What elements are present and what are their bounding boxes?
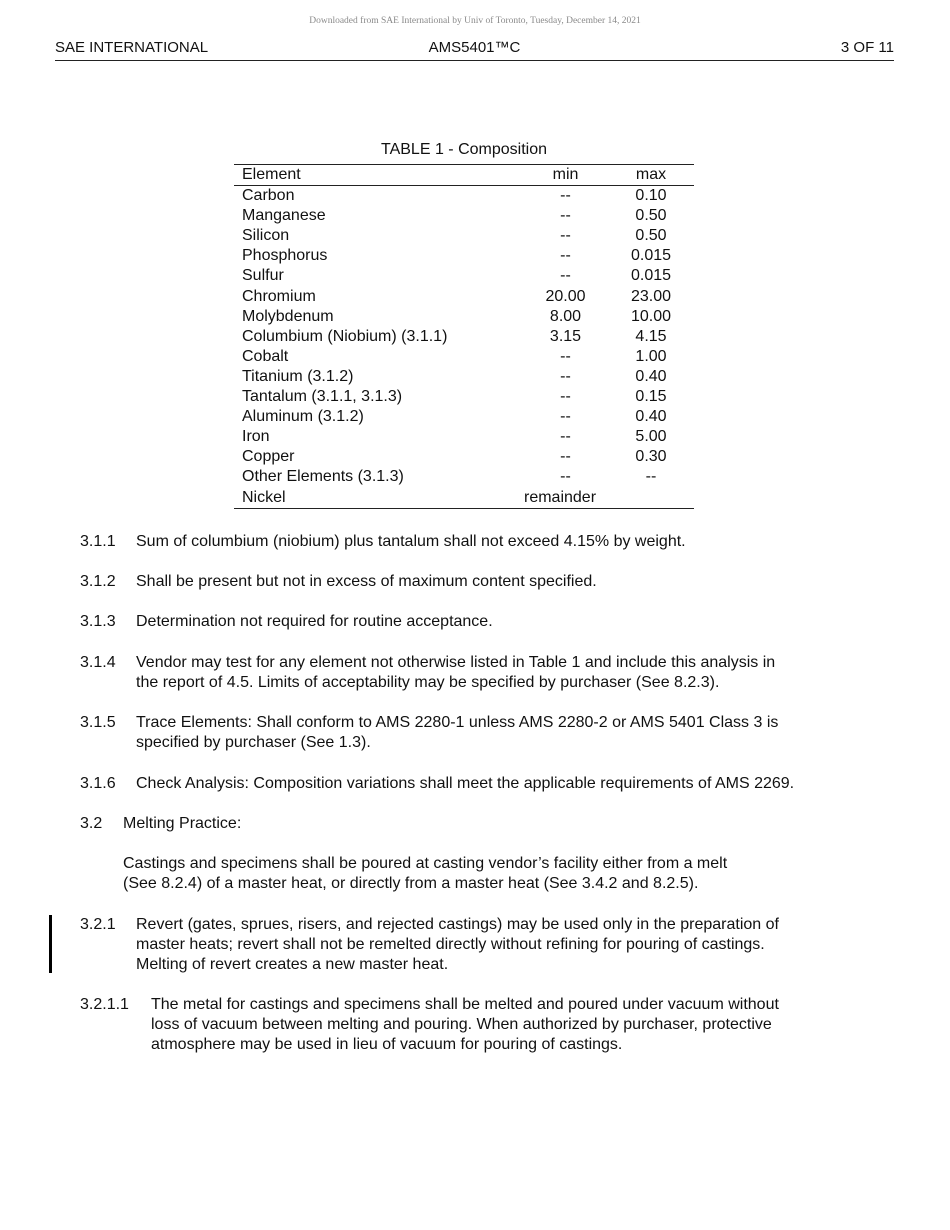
cell-min: -- [560,367,571,385]
column-header-max: max [635,166,667,183]
cell-element: Tantalum (3.1.1, 3.1.3) [242,388,403,406]
cell-element: Chromium [242,287,316,305]
cell-element: Iron [242,428,270,446]
paragraph-text-line: master heats; revert shall not be remelted directly without refining for pouring of castings. [136,936,765,953]
header-page-number: 3 OF 11 [840,39,894,56]
cell-min: -- [560,408,571,426]
paragraph-text-line: Castings and specimens shall be poured at casting vendor’s facility either from a melt [123,855,728,872]
page-header [55,39,894,61]
paragraph-text: Check Analysis: Composition variations shall meet the applicable requirements of AMS 2269. [136,775,795,792]
cell-min: -- [560,347,571,365]
cell-max: 0.50 [635,207,667,225]
table-row [234,447,694,467]
cell-max: 0.10 [635,187,667,205]
cell-max: 1.00 [635,347,667,365]
cell-min: 3.15 [549,327,582,345]
cell-max: 0.40 [635,408,667,426]
paragraph-3-1-1 [80,532,880,553]
section-title: Melting Practice: [123,815,242,832]
cell-min: -- [560,428,571,446]
cell-element: Sulfur [242,267,284,285]
cell-min: 8.00 [549,307,582,325]
paragraph-number: 3.1.5 [80,714,116,731]
cell-element: Titanium (3.1.2) [242,367,354,385]
paragraph-text-line: (See 8.2.4) of a master heat, or directly from a master heat (See 3.4.2 and 8.2.5). [123,875,699,892]
cell-max: 4.15 [635,327,667,345]
paragraph-text-line: Revert (gates, sprues, risers, and rejected castings) may be used only in the preparation of [136,916,779,933]
cell-max: 0.30 [635,448,667,466]
table-row [234,467,694,487]
table-row [234,327,694,347]
cell-element: Aluminum (3.1.2) [242,408,364,426]
table-row [234,186,694,207]
table-row [234,287,694,307]
cell-min: -- [560,388,571,406]
cell-element: Cobalt [242,347,289,365]
section-3-2-body [123,854,883,896]
paragraph-3-1-2 [80,572,880,593]
paragraph-text: Determination not required for routine acceptance. [136,613,493,630]
table-header-row [234,165,694,186]
paragraph-3-2-1 [80,915,880,977]
cell-max: 0.40 [635,367,667,385]
paragraph-text: Shall be present but not in excess of maximum content specified. [136,573,597,590]
cell-max: 0.50 [635,227,667,245]
paragraph-number: 3.2.1 [80,916,116,933]
cell-min: -- [560,207,571,225]
cell-element: Carbon [242,187,295,205]
cell-min: -- [560,448,571,466]
cell-min: -- [560,247,571,265]
cell-max: 23.00 [630,287,672,305]
download-watermark: Downloaded from SAE International by Univ of Toronto, Tuesday, December 14, 2021 [309,16,641,26]
paragraph-number: 3.2.1.1 [80,996,129,1013]
section-3-2-heading [80,814,880,835]
column-header-element: Element [242,166,301,183]
cell-max: 0.015 [630,267,672,285]
cell-min: -- [560,468,571,486]
table-row [234,246,694,266]
composition-table [234,164,694,509]
cell-min: -- [560,227,571,245]
paragraph-text-line: Melting of revert creates a new master heat. [136,956,449,973]
cell-max: 10.00 [630,307,672,325]
table-caption: TABLE 1 - Composition [381,141,547,158]
paragraph-3-1-3 [80,612,880,633]
paragraph-3-1-6 [80,774,880,795]
table-row [234,407,694,427]
table-row [234,488,694,509]
cell-max: 0.15 [635,388,667,406]
paragraph-text-line: specified by purchaser (See 1.3). [136,734,371,751]
paragraph-text: Sum of columbium (niobium) plus tantalum shall not exceed 4.15% by weight. [136,533,686,550]
cell-element: Molybdenum [242,307,334,325]
cell-element: Columbium (Niobium) (3.1.1) [242,327,448,345]
cell-max: -- [645,468,657,486]
cell-min: 20.00 [545,287,586,305]
cell-min: -- [560,187,571,205]
paragraph-number: 3.1.3 [80,613,116,630]
revision-change-bar [49,915,52,973]
header-org: SAE INTERNATIONAL [55,39,209,56]
table-row [234,226,694,246]
paragraph-text-line: loss of vacuum between melting and pouring. When authorized by purchaser, protective [151,1016,772,1033]
cell-element: Nickel [242,488,286,506]
cell-max: 5.00 [635,428,667,446]
paragraph-text-line: The metal for castings and specimens shall be melted and poured under vacuum without [151,996,779,1013]
cell-element: Copper [242,448,295,466]
paragraph-number: 3.1.4 [80,654,116,671]
paragraph-3-2-1-1 [80,995,880,1057]
paragraph-number: 3.1.6 [80,775,116,792]
table-row [234,307,694,327]
paragraph-text-line: atmosphere may be used in lieu of vacuum for pouring of castings. [151,1036,623,1053]
table-row [234,266,694,286]
table-row [234,427,694,447]
header-doc-id: AMS5401™C [428,39,521,56]
cell-min: -- [560,267,571,285]
paragraph-text-line: Vendor may test for any element not otherwise listed in Table 1 and include this analysis in [136,654,776,671]
cell-element: Silicon [242,227,290,245]
cell-element: Other Elements (3.1.3) [242,468,404,486]
paragraph-number: 3.1.2 [80,573,116,590]
table-row [234,387,694,407]
paragraph-text-line: the report of 4.5. Limits of acceptability may be specified by purchaser (See 8.2.3). [136,674,720,691]
paragraph-3-1-5 [80,713,880,755]
section-number: 3.2 [80,815,103,832]
paragraph-text-line: Trace Elements: Shall conform to AMS 2280-1 unless AMS 2280-2 or AMS 5401 Class 3 is [136,714,779,731]
column-header-min: min [552,166,579,183]
cell-remainder: remainder [524,488,597,506]
table-row [234,206,694,226]
paragraph-number: 3.1.1 [80,533,116,550]
paragraph-3-1-4 [80,653,880,695]
cell-max: 0.015 [630,247,672,265]
table-row [234,367,694,387]
table-row [234,347,694,367]
cell-element: Phosphorus [242,247,328,265]
cell-element: Manganese [242,207,326,225]
